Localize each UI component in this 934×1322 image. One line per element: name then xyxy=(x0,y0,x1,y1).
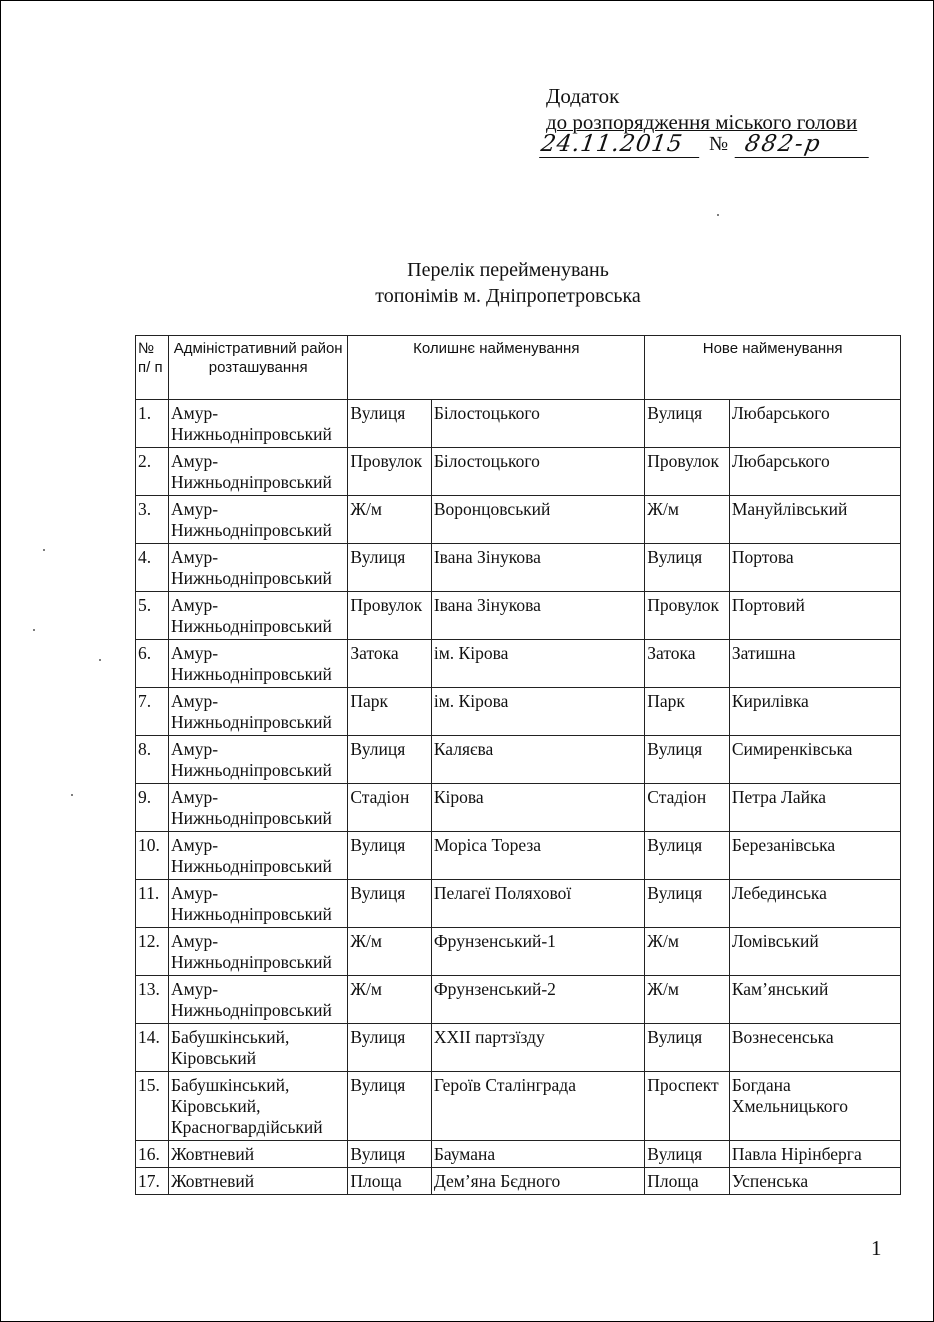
new-type-cell: Площа xyxy=(645,1168,730,1195)
old-name-cell: ім. Кірова xyxy=(431,640,644,688)
table-row xyxy=(136,496,901,544)
table-row xyxy=(136,640,901,688)
new-name-cell: Петра Лайка xyxy=(729,784,900,832)
table-header-row xyxy=(136,336,901,400)
new-name-cell: Кам’янський xyxy=(729,976,900,1024)
row-number-cell: 9. xyxy=(136,784,169,832)
new-name-cell: Богдана Хмельницького xyxy=(729,1072,900,1141)
district-cell: Бабушкінський, Кіровський xyxy=(168,1024,347,1072)
new-type-cell: Вулиця xyxy=(645,544,730,592)
table-row xyxy=(136,880,901,928)
district-cell: Жовтневий xyxy=(168,1141,347,1168)
row-number-cell: 1. xyxy=(136,400,169,448)
page-number: 1 xyxy=(871,1236,882,1260)
new-type-cell: Вулиця xyxy=(645,1141,730,1168)
district-cell: Амур- Нижньодніпровський xyxy=(168,544,347,592)
district-cell: Амур- Нижньодніпровський xyxy=(168,880,347,928)
district-cell: Амур- Нижньодніпровський xyxy=(168,496,347,544)
title-line-1: Перелік перейменувань xyxy=(407,259,609,281)
new-type-cell: Вулиця xyxy=(645,880,730,928)
old-name-cell: Баумана xyxy=(431,1141,644,1168)
scan-speck xyxy=(71,794,73,796)
row-number-cell: 16. xyxy=(136,1141,169,1168)
new-type-cell: Ж/м xyxy=(645,928,730,976)
district-cell: Амур- Нижньодніпровський xyxy=(168,832,347,880)
table-row xyxy=(136,832,901,880)
addendum-title: Додаток xyxy=(546,84,620,108)
new-type-cell: Парк xyxy=(645,688,730,736)
new-type-cell: Провулок xyxy=(645,448,730,496)
table-row xyxy=(136,976,901,1024)
table-row xyxy=(136,1072,901,1141)
old-name-cell: Каляєва xyxy=(431,736,644,784)
district-cell: Амур- Нижньодніпровський xyxy=(168,784,347,832)
new-name-cell: Березанівська xyxy=(729,832,900,880)
old-name-cell: Білостоцького xyxy=(431,400,644,448)
old-name-cell: Дем’яна Бєдного xyxy=(431,1168,644,1195)
row-number-cell: 5. xyxy=(136,592,169,640)
table-row xyxy=(136,448,901,496)
renaming-table xyxy=(135,335,901,1195)
new-name-cell: Портовий xyxy=(729,592,900,640)
old-type-cell: Ж/м xyxy=(348,976,432,1024)
row-number-cell: 4. xyxy=(136,544,169,592)
new-name-cell: Лебединська xyxy=(729,880,900,928)
old-type-cell: Площа xyxy=(348,1168,432,1195)
header-district: Адміністративний район розташування xyxy=(168,336,347,400)
old-type-cell: Провулок xyxy=(348,448,432,496)
new-name-cell: Затишна xyxy=(729,640,900,688)
table-row xyxy=(136,1141,901,1168)
district-cell: Амур- Нижньодніпровський xyxy=(168,688,347,736)
old-type-cell: Ж/м xyxy=(348,928,432,976)
district-cell: Амур- Нижньодніпровський xyxy=(168,976,347,1024)
row-number-cell: 15. xyxy=(136,1072,169,1141)
new-name-cell: Мануйлівський xyxy=(729,496,900,544)
new-type-cell: Вулиця xyxy=(645,1024,730,1072)
new-type-cell: Вулиця xyxy=(645,736,730,784)
old-name-cell: Фрунзенський-1 xyxy=(431,928,644,976)
new-type-cell: Стадіон xyxy=(645,784,730,832)
old-type-cell: Вулиця xyxy=(348,736,432,784)
new-type-cell: Ж/м xyxy=(645,496,730,544)
old-type-cell: Вулиця xyxy=(348,1024,432,1072)
table-row xyxy=(136,1168,901,1195)
district-cell: Амур- Нижньодніпровський xyxy=(168,640,347,688)
old-name-cell: Івана Зінукова xyxy=(431,544,644,592)
old-name-cell: Воронцовський xyxy=(431,496,644,544)
new-name-cell: Портова xyxy=(729,544,900,592)
district-cell: Амур- Нижньодніпровський xyxy=(168,448,347,496)
header-number: № п/ п xyxy=(136,336,169,400)
row-number-cell: 12. xyxy=(136,928,169,976)
handwritten-date: 24.11.2015 xyxy=(539,131,703,158)
old-name-cell: Фрунзенський-2 xyxy=(431,976,644,1024)
row-number-cell: 17. xyxy=(136,1168,169,1195)
new-name-cell: Вознесенська xyxy=(729,1024,900,1072)
row-number-cell: 2. xyxy=(136,448,169,496)
old-name-cell: Пелагеї Поляхової xyxy=(431,880,644,928)
row-number-cell: 14. xyxy=(136,1024,169,1072)
table-row xyxy=(136,736,901,784)
order-signature-row xyxy=(541,131,871,161)
row-number-cell: 3. xyxy=(136,496,169,544)
district-cell: Амур- Нижньодніпровський xyxy=(168,928,347,976)
district-cell: Амур- Нижньодніпровський xyxy=(168,736,347,784)
old-type-cell: Вулиця xyxy=(348,544,432,592)
old-name-cell: ім. Кірова xyxy=(431,688,644,736)
scan-speck xyxy=(99,659,101,661)
old-type-cell: Парк xyxy=(348,688,432,736)
new-type-cell: Вулиця xyxy=(645,400,730,448)
scan-speck xyxy=(33,629,35,631)
old-type-cell: Стадіон xyxy=(348,784,432,832)
table-row xyxy=(136,928,901,976)
new-name-cell: Симиренківська xyxy=(729,736,900,784)
new-name-cell: Павла Нірінберга xyxy=(729,1141,900,1168)
old-name-cell: Білостоцького xyxy=(431,448,644,496)
old-name-cell: Кірова xyxy=(431,784,644,832)
old-type-cell: Ж/м xyxy=(348,496,432,544)
new-type-cell: Провулок xyxy=(645,592,730,640)
header-new-name: Нове найменування xyxy=(645,336,901,400)
table-body xyxy=(136,400,901,1195)
new-type-cell: Проспект xyxy=(645,1072,730,1141)
scan-speck xyxy=(717,214,719,216)
table-row xyxy=(136,400,901,448)
addendum-reference: до розпорядження міського голови xyxy=(546,110,858,134)
row-number-cell: 13. xyxy=(136,976,169,1024)
row-number-cell: 6. xyxy=(136,640,169,688)
new-name-cell: Ломівський xyxy=(729,928,900,976)
district-cell: Бабушкінський, Кіровський, Красногвардійський xyxy=(168,1072,347,1141)
table-row xyxy=(136,688,901,736)
document-title xyxy=(1,257,934,309)
header-old-name: Колишнє найменування xyxy=(348,336,645,400)
row-number-cell: 8. xyxy=(136,736,169,784)
old-type-cell: Вулиця xyxy=(348,400,432,448)
new-name-cell: Успенська xyxy=(729,1168,900,1195)
old-name-cell: ХХІІ партзїзду xyxy=(431,1024,644,1072)
table-row xyxy=(136,784,901,832)
table-row xyxy=(136,544,901,592)
row-number-cell: 7. xyxy=(136,688,169,736)
old-name-cell: Героїв Сталінграда xyxy=(431,1072,644,1141)
old-type-cell: Провулок xyxy=(348,592,432,640)
new-type-cell: Вулиця xyxy=(645,832,730,880)
table-row xyxy=(136,1024,901,1072)
title-line-2: топонімів м. Дніпропетровська xyxy=(375,285,641,307)
new-type-cell: Затока xyxy=(645,640,730,688)
handwritten-order-number: 882-р xyxy=(735,131,874,158)
old-type-cell: Вулиця xyxy=(348,880,432,928)
number-sign: № xyxy=(709,133,729,155)
district-cell: Амур- Нижньодніпровський xyxy=(168,592,347,640)
old-type-cell: Затока xyxy=(348,640,432,688)
addendum-header xyxy=(546,83,857,135)
new-type-cell: Ж/м xyxy=(645,976,730,1024)
old-type-cell: Вулиця xyxy=(348,1072,432,1141)
district-cell: Жовтневий xyxy=(168,1168,347,1195)
scan-speck xyxy=(43,549,45,551)
row-number-cell: 10. xyxy=(136,832,169,880)
old-type-cell: Вулиця xyxy=(348,1141,432,1168)
table-row xyxy=(136,592,901,640)
district-cell: Амур- Нижньодніпровський xyxy=(168,400,347,448)
new-name-cell: Любарського xyxy=(729,400,900,448)
new-name-cell: Кирилівка xyxy=(729,688,900,736)
old-type-cell: Вулиця xyxy=(348,832,432,880)
old-name-cell: Івана Зінукова xyxy=(431,592,644,640)
new-name-cell: Любарського xyxy=(729,448,900,496)
row-number-cell: 11. xyxy=(136,880,169,928)
old-name-cell: Моріса Тореза xyxy=(431,832,644,880)
